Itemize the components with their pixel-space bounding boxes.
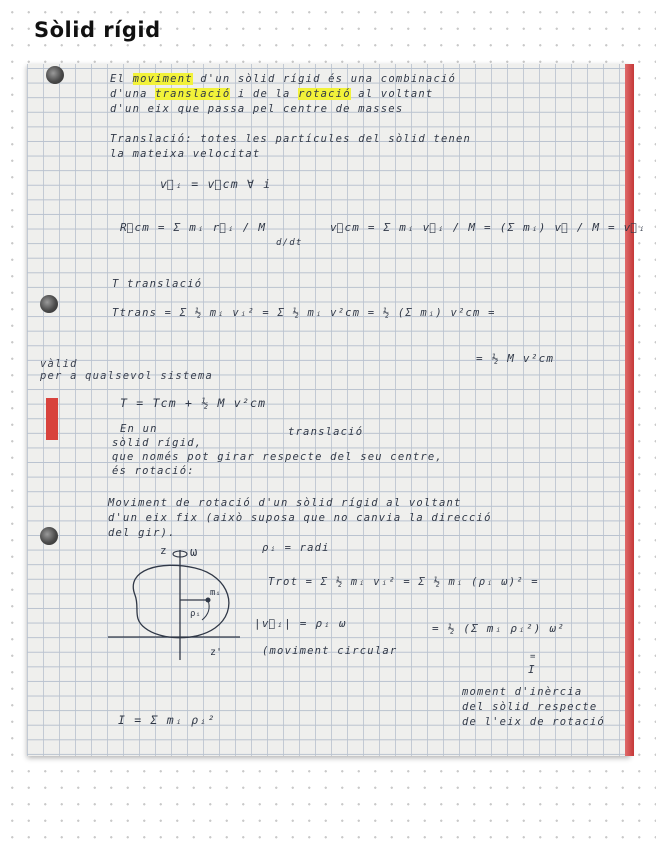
equation-vi-magnitude: |v⃗ᵢ| = ρᵢ ω	[254, 617, 347, 630]
rho-definition: ρᵢ = radi	[262, 542, 330, 554]
margin-red-line	[625, 64, 634, 756]
highlight-moviment: moviment	[132, 73, 193, 85]
equation-inertia: I = Σ mᵢ ρᵢ²	[118, 713, 216, 727]
rotation-line-3: del gir).	[108, 527, 176, 539]
text: i de la	[230, 88, 299, 100]
label-z: z	[160, 544, 167, 557]
inertia-symbol: I	[528, 663, 536, 676]
highlight-translacio: translació	[155, 88, 231, 100]
rotation-line-1: Moviment de rotació d'un sòlid rígid al voltant	[108, 497, 462, 509]
velocity-arrow	[202, 600, 209, 620]
label-mi: mᵢ	[210, 588, 221, 598]
translation-line-2: la mateixa velocitat	[110, 148, 261, 160]
moment-line-1: moment d'inèrcia	[462, 686, 583, 698]
kinetic-translation-label: T translació	[112, 278, 203, 290]
rotation-line-2: d'un eix fix (això suposa que no canvia la direcció	[108, 512, 492, 524]
text-es-rotacio: és rotació:	[112, 465, 195, 477]
text: El	[110, 73, 133, 85]
moment-line-3: de l'eix de rotació	[462, 716, 605, 728]
equation-vcm: v⃗cm = Σ mᵢ v⃗ᵢ / M = (Σ mᵢ) v⃗ / M = v⃗ᵢ	[330, 221, 646, 234]
binder-hole	[46, 66, 64, 84]
equation-rcm: R⃗cm = Σ mᵢ r⃗ᵢ / M	[120, 221, 267, 234]
text: d'un sòlid rígid és una combinació	[192, 73, 457, 85]
equal-sign: =	[530, 652, 537, 662]
translation-line-1: Translació: totes les partícules del sòlid tenen	[110, 133, 472, 145]
binder-hole	[40, 527, 58, 545]
page-title: Sòlid rígid	[34, 18, 161, 42]
text: d'una	[110, 88, 156, 100]
equation-total-t: T = Tcm + ½ M v²cm	[120, 396, 267, 410]
equation-velocity: v⃗ᵢ = v⃗cm ∀ i	[160, 177, 272, 191]
intro-line-2	[110, 88, 433, 100]
binder-hole	[40, 295, 58, 313]
equation-ttrans-result: = ½ M v²cm	[476, 352, 555, 365]
label-rho: ρᵢ	[190, 609, 201, 619]
red-margin-marker	[46, 398, 58, 440]
derivative-label: d/dt	[276, 238, 303, 248]
text: al voltant	[350, 88, 434, 100]
label-zprime: z'	[210, 647, 223, 658]
text-translacio: translació	[288, 426, 364, 438]
rotation-diagram	[100, 540, 250, 665]
intro-line-3: d'un eix que passa pel centre de masses	[110, 103, 404, 115]
text-moviment-circular: (moviment circular	[262, 645, 398, 657]
moment-line-2: del sòlid respecte	[462, 701, 598, 713]
side-note-system: per a qualsevol sistema	[40, 370, 213, 382]
equation-inertia-sum: = ½ (Σ mᵢ ρᵢ²) ω²	[432, 622, 565, 635]
equation-ttrans: Ttrans = Σ ½ mᵢ vᵢ² = Σ ½ mᵢ v²cm = ½ (Σ mᵢ) v²cm =	[112, 307, 496, 319]
highlight-rotacio: rotació	[298, 88, 351, 100]
text-en-un: En un	[120, 423, 158, 435]
text-solid-rigid: sòlid rígid,	[112, 437, 203, 449]
side-note-valid: vàlid	[40, 358, 78, 370]
equation-trot: Trot = Σ ½ mᵢ vᵢ² = Σ ½ mᵢ (ρᵢ ω)² =	[268, 576, 539, 588]
label-omega: ω	[190, 545, 198, 559]
text-que-nomes: que només pot girar respecte del seu centre,	[112, 451, 443, 463]
solid-body-outline	[133, 565, 229, 637]
intro-line-1	[110, 73, 456, 85]
